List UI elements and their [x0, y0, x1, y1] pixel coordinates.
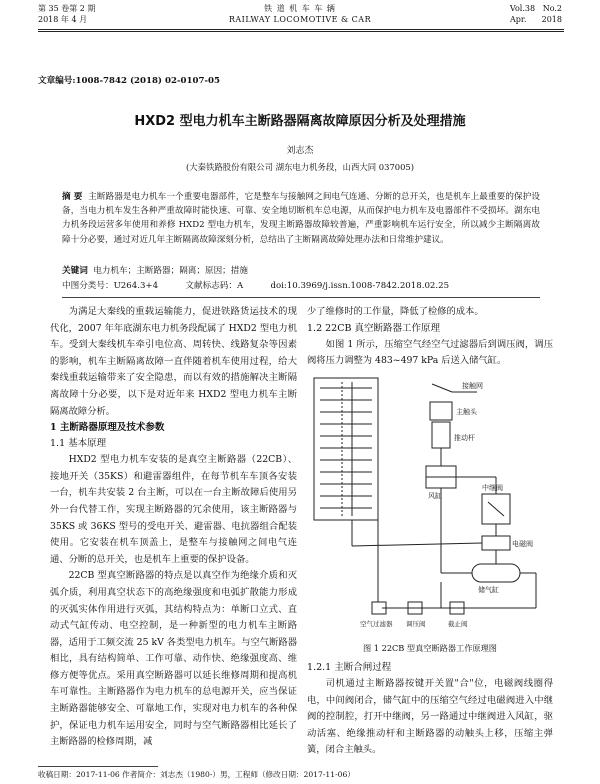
- paragraph-1: HXD2 型电力机车安装的是真空主断路器（22CB）、接地开关（35KS）和避雷器组件，在每节机车车顶各安装一台，机车共安装 2 台主断，可以在一台主断故障后使用另外一台代替工作，实现主断路器的冗余使用，该主断路器与 35KS 或 36KS 型号的受电开关、避雷器、电抗器组合配装使用。它安装在机车顶盖上，是整车与接触网之间电气连通、分断的总开关，也是机车上重要的保护设备。: [50, 454, 297, 565]
- paragraph-continued: 少了维修时的工作量，降低了检修的成本。: [307, 306, 484, 317]
- label-relay-valve: 中继阀: [482, 484, 503, 492]
- abstract-label: 摘 要: [62, 192, 83, 202]
- keywords-label: 关键词: [62, 266, 88, 276]
- journal-volume: 第 35 卷第 2 期: [38, 4, 96, 13]
- label-air-filter: 空气过滤器: [360, 620, 393, 628]
- section-1-2-heading: 1.2 22CB 真空断路器工作原理: [307, 322, 440, 334]
- header-rule-2: [38, 31, 564, 32]
- figure-1-caption: 图 1 22CB 型真空断路器工作原理图: [363, 643, 497, 653]
- paragraph-2: 22CB 型真空断路器的特点是以真空作为绝缘介质和灭弧介质，利用真空状态下的高绝缘强度和电弧扩散能力形成的灭弧实体作用进行灭弧，其结构特点为：单断口立式、直动式气缸传动、电空控制，是一种新型的电力机车主断路器，适用于工频交流 25 kV 各类型电力机车。与空气断路器相比，具有结构简单、工作可靠、动作快、绝缘强度高、维修方便等优点。采用真空断路器可以延长维修周期和提高机车可靠性。主断路器作为电力机车的总电源开关，应当保证主断路器能够安全、可靠地工作，实现对电力机车的各种保护，保证电力机车运用安全，同时与空气断路器相比延长了主断路器的检修周期，减: [50, 570, 297, 748]
- right-column-bottom: [307, 660, 553, 759]
- label-solenoid: 电磁阀: [512, 540, 533, 548]
- relay-bank: [320, 382, 372, 516]
- affiliation: (大秦铁路股份有限公司 湖东电力机务段，山西大同 037005): [185, 162, 415, 172]
- author: 刘志杰: [286, 146, 314, 156]
- abstract: [62, 190, 540, 247]
- header-rule: [38, 29, 564, 30]
- figure-1-schematic: [312, 376, 552, 638]
- section-1-1-heading: 1.1 基本原理: [50, 438, 107, 450]
- footnote: 收稿日期：2017-11-06 作者简介：刘志杰（1980-）男，工程师（修改日期：2017-11-06）: [38, 770, 355, 779]
- keywords: [62, 264, 540, 278]
- intro-paragraph: 为满足大秦线的重载运输能力，促进铁路货运技术的现代化，2007 年年底湖东电力机务段配属了 HXD2 型电力机车。受到大秦线机车牵引电位高、周转快、线路复杂等因素的影响，机车主断隔离故障一直伴随着机车使用过程，给大秦线重载运输带来了安全隐患，而以有效的措施解决主断隔离故障十分必要，以下是对近年来 HXD2 型电力机车主断隔离故障分析。: [50, 306, 297, 417]
- section-1-heading: 1 主断路器原理及技术参数: [50, 422, 165, 434]
- article-number: 文章编号:1008-7842 (2018) 02-0107-05: [38, 76, 220, 86]
- section-1-2-1-heading: 1.2.1 主断合闸过程: [307, 662, 392, 673]
- keywords-text: 电力机车；主断路器；隔离；原因；措施: [93, 266, 248, 276]
- classification: 中图分类号：U264.3+4 文献标志码：A doi:10.3969/j.issn.1008-7842.2018.02.25: [62, 281, 450, 291]
- label-main-contact: 主触头: [456, 408, 477, 416]
- journal-date-en: Apr. 2018: [509, 15, 562, 24]
- journal-name-cn: 铁 道 机 车 车 辆: [264, 4, 336, 13]
- footnote-rule: [38, 766, 158, 767]
- journal-date: 2018 年 4 月: [38, 15, 88, 24]
- label-storage-tank: 储气缸: [478, 586, 499, 594]
- left-column: [50, 304, 297, 751]
- label-cylinder: 风缸: [428, 492, 442, 500]
- label-cutoff: 截止阀: [448, 620, 468, 628]
- abstract-text: 主断路器是电力机车一个重要电器部件，它是整车与接触网之间电气连通、分断的总开关，也是机车上最重要的保护设备，当电力机车发生各种严重故障时能快速、可靠、安全地切断机车总电源，从而保护电力机车及电器部件不受损坏。湖东电力机务段运营多年使用和养修 HXD2 型电力机车，发现主断路器故障较普遍，严重影响机车运行安全，所以减少主断隔离故障十分必要，通过对近几年主断隔离故障深刻分析，总结出了主断隔离故障处理办法和日常维护建议。: [62, 192, 540, 245]
- right-column-top: [307, 304, 553, 370]
- paper-title: HXD2 型电力机车主断路器隔离故障原因分析及处理措施: [134, 114, 466, 129]
- journal-name-en: RAILWAY LOCOMOTIVE & CAR: [228, 15, 372, 24]
- paragraph-4: 司机通过主断路器按键开关置"合"位，电磁阀线圈得电，中间阀闭合，储气缸中的压缩空气经过电磁阀进入中继阀的控制腔，打开中继阀，另一路通过中继阀进入风缸，驱动活塞、绝缘推动杆和主断路器的动触头上移，压缩主弹簧，闭合主触头。: [307, 678, 553, 756]
- label-contact-net: 接触网: [462, 382, 483, 390]
- label-regulator: 调压阀: [406, 620, 426, 628]
- abstract-rule: [62, 297, 540, 298]
- label-push-rod: 推动杆: [454, 434, 475, 442]
- paragraph-3: 如图 1 所示，压缩空气经空气过滤器后到调压阀，调压阀将压力调整为 483~497 kPa 后送入储气缸。: [307, 338, 553, 367]
- journal-vol-en: Vol.38 No.2: [509, 4, 562, 13]
